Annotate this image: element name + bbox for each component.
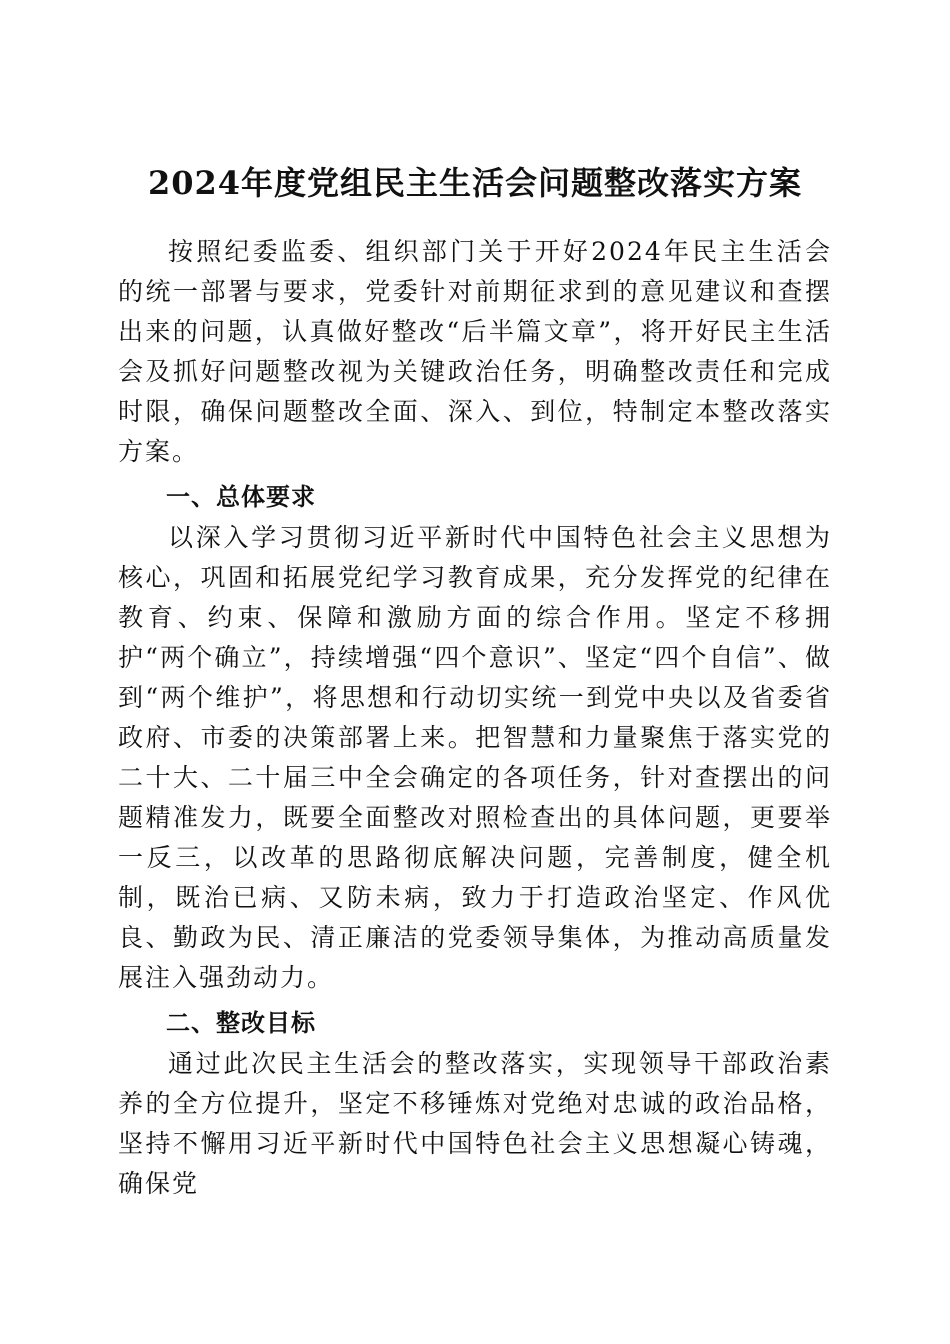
section-heading-rectification-goals: 二、整改目标 — [166, 1009, 316, 1037]
intro-paragraph: 按照纪委监委、组织部门关于开好2024年民主生活会的统一部署与要求，党委针对前期征求到的意见建议和查摆出来的问题，认真做好整改“后半篇文章”，将开好民主生活会及抓好问题整改视为关键政治任务，明确整改责任和完成时限，确保问题整改全面、深入、到位，特制定本整改落实方案。 — [118, 237, 832, 466]
document-title: 2024年度党组民主生活会问题整改落实方案 — [147, 164, 803, 203]
section-paragraph-general-requirements: 以深入学习贯彻习近平新时代中国特色社会主义思想为核心，巩固和拓展党纪学习教育成果，充分发挥党的纪律在教育、约束、保障和激励方面的综合作用。坚定不移拥护“两个确立”，持续增强“四个意识”、坚定“四个自信”、做到“两个维护”，将思想和行动切实统一到党中央以及省委省政府、市委的决策部署上来。把智慧和力量聚焦于落实党的二十大、二十届三中全会确定的各项任务，针对查摆出的问题精准发力，既要全面整改对照检查出的具体问题，更要举一反三，以改革的思路彻底解决问题，完善制度，健全机制，既治已病、又防未病，致力于打造政治坚定、作风优良、勤政为民、清正廉洁的党委领导集体，为推动高质量发展注入强劲动力。 — [118, 523, 832, 992]
document-body — [118, 232, 832, 1204]
section-paragraph-rectification-goals: 通过此次民主生活会的整改落实，实现领导干部政治素养的全方位提升，坚定不移锤炼对党绝对忠诚的政治品格，坚持不懈用习近平新时代中国特色社会主义思想凝心铸魂，确保党 — [118, 1049, 832, 1198]
section-heading-general-requirements: 一、总体要求 — [166, 483, 316, 511]
